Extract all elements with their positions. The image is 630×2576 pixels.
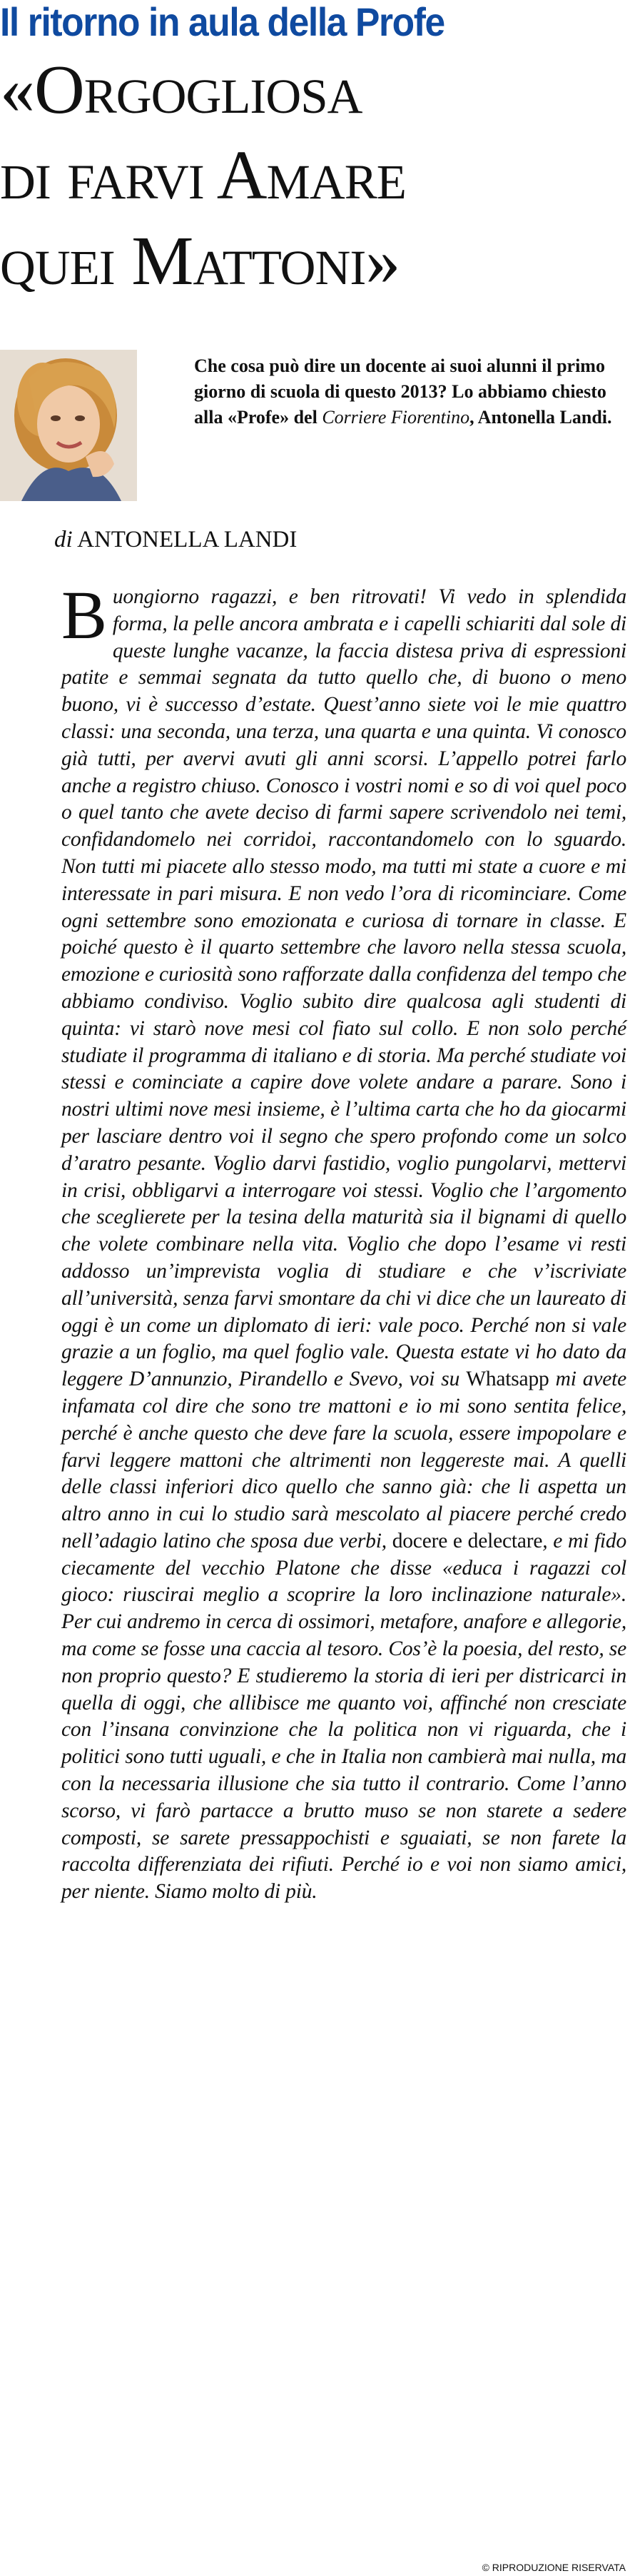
author-photo xyxy=(0,350,137,501)
summary-text-end: , Antonella Landi. xyxy=(469,407,612,428)
whatsapp-mention: Whatsapp xyxy=(466,1368,549,1391)
headline-line-1: «Orgogliosa xyxy=(0,51,362,128)
headline xyxy=(0,47,630,304)
section-kicker: Il ritorno in aula della Profe xyxy=(0,0,444,44)
latin-verbs: docere e delectare xyxy=(392,1529,543,1552)
article-body xyxy=(61,577,627,1906)
article-text-part-1: uongiorno ragazzi, e ben ritrovati! Vi vedo in splendida forma, la pelle ancora ambrata e i capelli schiariti dal sole di queste lunghe vacanze, la faccia distesa priva di espressioni patite e semmai segnata da tutto quello che, di buono o meno buono, vi è successo d’estate. Quest’anno siete voi le mie quattro classi: una seconda, una terza, una quarta e una quinta. Vi conosco già tutti, per avervi avuti gli anni scorsi. L’appello potrei farlo anche a registro chiuso. Conosco i vostri nomi e so di voi quel poco o quel tanto che avete deciso di farmi sapere scrivendolo nei temi, confidandomelo nei corridoi, raccontandomelo con lo sguardo. Non tutti mi piacete allo stesso modo, ma tutti mi state a cuore e mi interessate in pari misura. E non vedo l’ora di ricominciare. Come ogni settembre sono emozionata e curiosa di tornare in classe. E poiché questo è il quarto settembre che lavoro nella stessa scuola, emozione e curiosità sono rafforzate dalla confidenza del tempo che abbiamo condiviso. Voglio subito dire qualcosa agli studenti di quinta: vi starò nove mesi col fiato sul collo. E non solo perché studiate il programma di italiano e di storia. Ma perché studiate voi stessi e cominciate a capire dove volete andare a parare. Sono i nostri ultimi nove mesi insieme, è l’ultima carta che ho da giocarmi per lasciare dentro voi il segno che spero profondo come un solco d’aratro pesante. Voglio darvi fastidio, voglio pungolarvi, mettervi in crisi, obbligarvi a interrogare voi stessi. Voglio che l’argomento che sceglierete per la tesina della maturità sia il bignami di quello che volete combinare nella vita. Voglio che dopo l’esame vi resti addosso un’imprevista voglia di studiare e che v’iscriviate all’università, senza farvi smontare da chi vi dice che un laureato di oggi è un come un diplomato di ieri: vale poco. Perché non si vale grazie a un foglio, ma quel foglio vale. Questa estate vi ho dato da leggere D’annunzio, Pirandello e Svevo, voi su xyxy=(61,585,627,1391)
article-text-part-2: mi avete infamata col dire che sono tre mattoni e io mi sono sentita felice, perché è anche questo che deve fare la scuola, essere impopolare e farvi leggere mattoni che altrimenti non leggereste mai. A quelli delle classi inferiori dico quello che sanno già: che li aspetta un altro anno in cui lo studio sarà mescolato al piacere perché credo nell’adagio latino che sposa due verbi, xyxy=(61,1368,626,1552)
byline xyxy=(54,525,554,554)
headline-line-2: di farvi Amare xyxy=(0,137,406,214)
newspaper-name: Corriere Fiorentino xyxy=(322,407,470,428)
author-name: ANTONELLA LANDI xyxy=(77,527,298,552)
headline-line-3: quei Mattoni» xyxy=(0,223,400,300)
summary-text: Che cosa può dire un docente ai suoi alunni il primo giorno di scuola di questo 2013? Lo abbiamo chiesto alla «Profe» del xyxy=(194,355,606,428)
byline-prefix: di xyxy=(54,527,73,552)
drop-cap: B xyxy=(61,577,107,653)
article-summary xyxy=(194,353,626,430)
article-text-part-3: , e mi fido ciecamente del vecchio Platone che disse «educa i ragazzi col gioco: riuscirai meglio a scoprire la loro inclinazione naturale». Per cui andremo in cerca di ossimori, metafore, anafore e allegorie, ma come se fosse una caccia al tesoro. Cos’è la poesia, del resto, se non proprio questo? E studieremo la storia di ieri per districarci in quella di oggi, che allibisce me quanto voi, affinché non cresciate con l’insana convinzione che la politica non vi riguarda, che i politici sono tutti uguali, e che in Italia non cambierà mai nulla, ma con la necessaria illusione che sia tutto il contrario. Come l’anno scorso, vi farò partacce a brutto muso se non starete a sedere composti, se sarete pressappochisti e sguaiati, se non farete la raccolta differenziata dei rifiuti. Perché io e voi non siamo amici, per niente. Siamo molto di più. xyxy=(61,1529,627,1904)
copyright-notice: © RIPRODUZIONE RISERVATA xyxy=(482,2562,626,2573)
